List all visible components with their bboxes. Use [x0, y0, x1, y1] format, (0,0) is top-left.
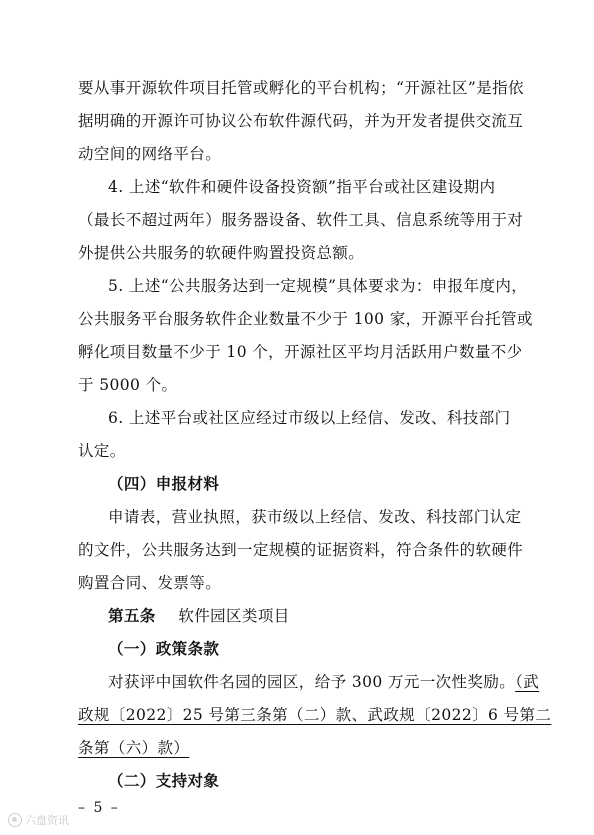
policy-reference: 条第（六）款）	[78, 739, 190, 757]
article-heading	[108, 606, 554, 626]
body-line: 于 5000 个。	[78, 376, 178, 394]
body-line: 要从事开源软件项目托管或孵化的平台机构；“开源社区”是指依	[78, 79, 524, 97]
body-line: （最长不超过两年）服务器设备、软件工具、信息系统等用于对	[78, 211, 524, 229]
section-heading: （一）政策条款	[108, 639, 220, 658]
watermark	[8, 812, 69, 828]
body-line: 6. 上述平台或社区应经过市级以上经信、发改、科技部门	[108, 409, 511, 427]
section-heading: （二）支持对象	[108, 771, 220, 790]
body-line: 孵化项目数量不少于 10 个，开源社区平均月活跃用户数量不少	[78, 343, 523, 361]
body-line: 5. 上述“公共服务达到一定规模”具体要求为：申报年度内，	[108, 277, 528, 295]
body-line: 4. 上述“软件和硬件设备投资额”指平台或社区建设期内	[108, 178, 496, 196]
body-line: 购置合同、发票等。	[78, 574, 222, 592]
body-line: 外提供公共服务的软硬件购置投资总额。	[78, 244, 365, 262]
watermark-logo-icon	[8, 813, 22, 827]
article-number: 第五条	[108, 607, 156, 625]
section-heading: （四）申报材料	[108, 474, 220, 493]
page-number: – 5 –	[78, 800, 120, 816]
body-line: 申请表，营业执照，获市级以上经信、发改、科技部门认定	[108, 508, 522, 526]
body-line: 认定。	[78, 442, 126, 460]
policy-reference: （武	[515, 673, 540, 691]
body-line: 公共服务平台服务软件企业数量不少于 100 家，开源平台托管或	[78, 310, 533, 328]
watermark-text: 六盘资讯	[25, 814, 69, 827]
policy-text: 对获评中国软件名园的园区，给予 300 万元一次性奖励。	[108, 673, 516, 691]
policy-reference: 政规〔2022〕25 号第三条第（二）款、武政规〔2022〕6 号第二	[78, 706, 552, 724]
body-line: 动空间的网络平台。	[78, 145, 222, 163]
body-line: 的文件，公共服务达到一定规模的证据资料，符合条件的软硬件	[78, 541, 524, 559]
article-title: 软件园区类项目	[178, 607, 290, 625]
body-line	[108, 672, 554, 692]
body-line: 据明确的开源许可协议公布软件源代码，并为开发者提供交流互	[78, 112, 524, 130]
